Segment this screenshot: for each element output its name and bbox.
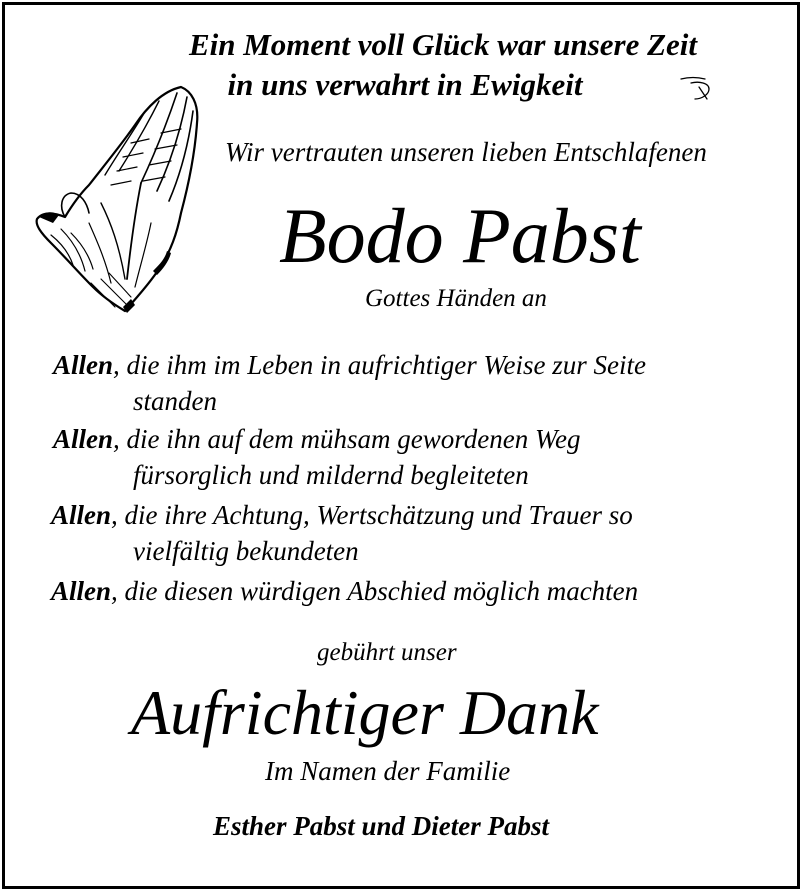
list-item-continuation: vielfältig bekundeten <box>133 536 359 566</box>
owed-text: gebührt unser <box>317 639 457 666</box>
list-item-continuation: standen <box>133 386 217 416</box>
list-item-text: , die diesen würdigen Abschied möglich machten <box>111 576 639 606</box>
motto-line-2: in uns verwahrt in Ewigkeit <box>227 67 583 102</box>
signers: Esther Pabst und Dieter Pabst <box>213 811 550 841</box>
list-item-text: , die ihre Achtung, Wertschätzung und Trauer so <box>111 500 633 530</box>
list-item-continuation: fürsorglich und mildernd begleiteten <box>133 460 529 490</box>
list-item-lead: Allen <box>53 424 114 454</box>
family-intro: Im Namen der Familie <box>265 756 511 786</box>
obituary-notice <box>2 2 800 889</box>
list-item-lead: Allen <box>51 576 112 606</box>
list-item <box>51 502 633 529</box>
list-item <box>51 578 638 605</box>
headline: Aufrichtiger Dank <box>131 677 599 748</box>
list-item-text: , die ihm im Leben in aufrichtiger Weise zur Seite <box>113 350 646 380</box>
intro-text: Wir vertrauten unseren lieben Entschlafenen <box>225 137 707 167</box>
praying-hands-icon <box>31 83 206 315</box>
after-name-text: Gottes Händen an <box>365 285 547 312</box>
list-item <box>53 352 646 379</box>
list-item-lead: Allen <box>51 500 112 530</box>
list-item-lead: Allen <box>53 350 114 380</box>
motto-line-1: Ein Moment voll Glück war unsere Zeit <box>188 27 698 62</box>
list-item <box>53 426 580 453</box>
deceased-name: Bodo Pabst <box>279 192 641 279</box>
list-item-text: , die ihn auf dem mühsam gewordenen Weg <box>113 424 581 454</box>
